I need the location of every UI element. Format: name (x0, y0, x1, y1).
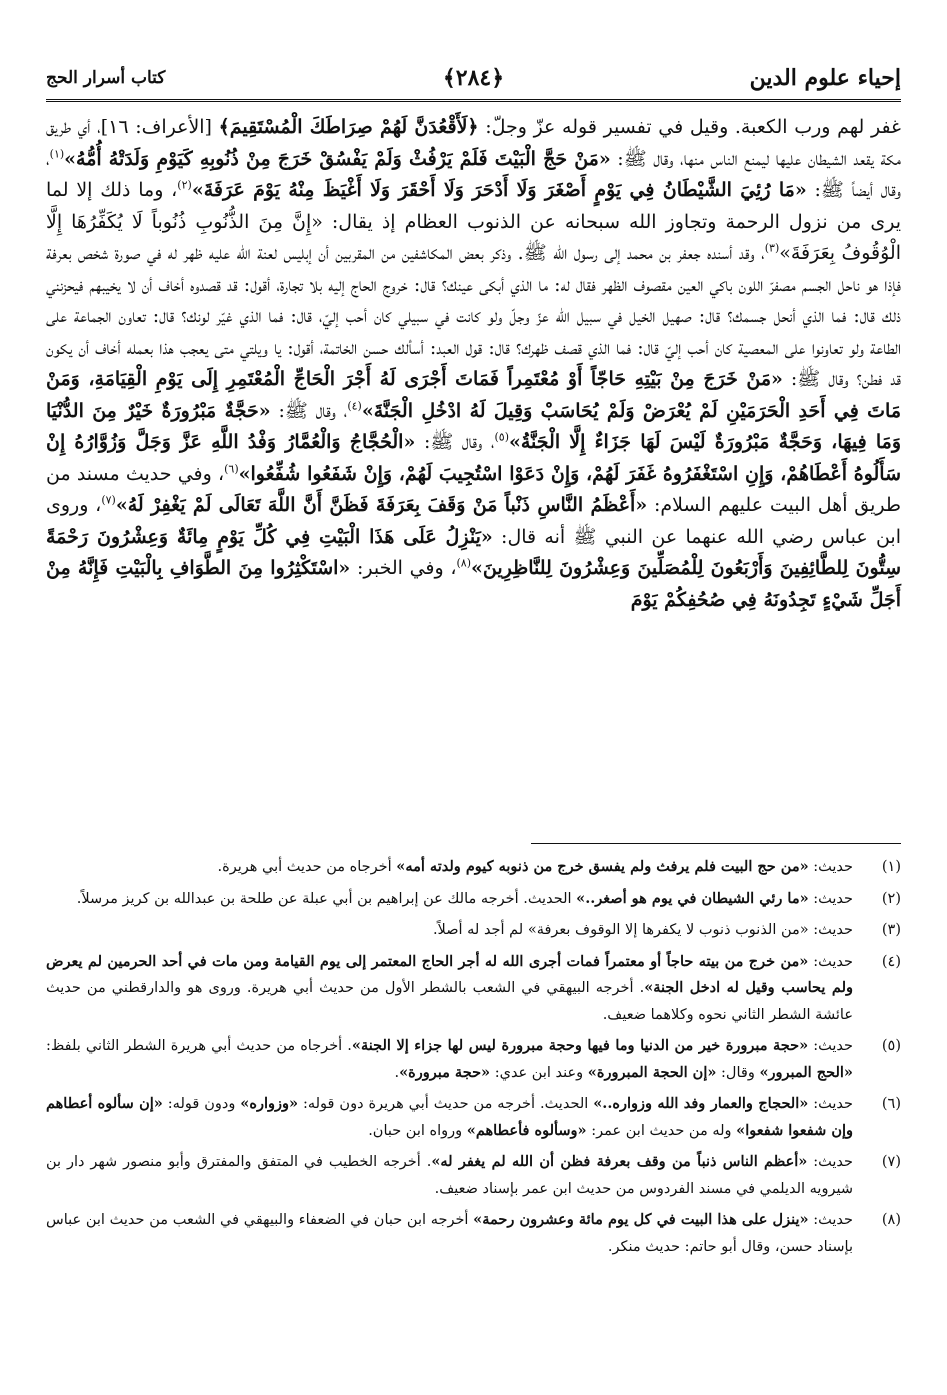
footnote-text (46, 949, 853, 1029)
body-text-segment: ، وفي الخبر: (350, 557, 457, 579)
footnote-text (46, 917, 853, 944)
footnote-text (46, 1149, 853, 1202)
footnote-ref: (١) (49, 147, 65, 161)
footnote-quote: «من خرج من بيته حاجاً أو معتمراً فمات أجرى الله له أجر الحاج المعتمر إلى يوم القيامة ومن مات في أحد الحرمين لم يعرض ولم يحاسب وقيل له ادخل الجنة» (46, 952, 853, 996)
body-text-segment: ، وقد أسنده جعفر بن محمد إلى رسول الله ﷺ. وذكر بعض المكاشفين من المقربين أن إبليس لعنة الله عليه ظهر له في صورة شخص بعرفة فإذا هو ناحل الجسم مصفرّ اللون باكي العين مقصوف الظهر فقال له: ما الذي أبكى عينك؟ قال: خروج الحاج إليه بلا تجارة، أقول: قد قصدوه أخاف أن لا يخيبهم فيحزنني ذلك قال: فما الذي أنحل جسمك؟ قال: صهيل الخيل في سبيل الله عزّ وجلّ ولو كانت في سبيلي كان أحب إليّ، قال: فما الذي غيّر لونك؟ قال: تعاون الجماعة على الطاعة ولو تعاونوا على المعصية كان أحب إليّ قال: فما الذي قصف ظهرك؟ قال: قول العبد: أسألك حسن الخاتمة، أقول: يا ويلتي متى يعجب هذا بعمله أخاف أن يكون قد فطن؟ وقال ﷺ: (46, 242, 901, 390)
footnote-item (46, 854, 901, 881)
footnote-number: (٣) (881, 922, 901, 938)
footnote-item (46, 1091, 901, 1144)
body-text-segment: [الأعراف: ١٦]، أي طريق مكة يقعد الشيطان عليها ليمنع الناس منها، وقال ﷺ: (46, 116, 902, 170)
footnote-ref: (٢) (177, 178, 192, 192)
footnote-text (46, 854, 853, 881)
footnote-quote: «إن سألوه أعطاهم وإن شفعوا شفعوا» (46, 1095, 853, 1139)
page-number: ﴿٢٨٤﴾ (442, 65, 505, 91)
footnote-number: (٦) (881, 1096, 901, 1112)
body-text-segment: ، وقال ﷺ: (270, 399, 348, 422)
footnote-segment: حديث: (808, 1038, 854, 1054)
footnote-item (46, 949, 901, 1029)
footnote-number: (٥) (881, 1038, 901, 1054)
hadith-quote: «يَنْزِلُ عَلَى هَذَا الْبَيْتِ فِي كُلِّ يَوْمٍ مِائَةٌ وَعِشْرُونَ رَحْمَةً سِتُّونَ لِلطَّائِفِينَ وَأَرْبَعُونَ لِلْمُصَلِّينَ وَعِشْرُونَ لِلنَّاظِرِينَ» (46, 525, 901, 579)
footnote-ref: (٤) (347, 399, 362, 413)
hadith-quote: ﴿لَأَقْعُدَنَّ لَهُمْ صِرَاطَكَ الْمُسْتَقِيمَ﴾ (218, 116, 479, 138)
footnote-segment: حديث: (807, 1154, 853, 1170)
footnote-text (46, 1091, 853, 1144)
footnote-number: (٨) (881, 1212, 901, 1228)
chapter-title: كتاب أسرار الحج (46, 68, 166, 88)
footnote-number: (٤) (881, 953, 901, 970)
hadith-quote: «اسْتَكْثِرُوا مِنَ الطَّوَافِ بِالْبَيْتِ فَإِنَّهُ مِنْ أَجَلِّ شَيْءٍ تَجِدُونَهُ فِي صُحُفِكُمْ يَوْمَ (46, 557, 901, 611)
header-divider (46, 99, 901, 102)
footnote-text (46, 886, 853, 913)
footnote-quote: «وسألوه فأعطاهم» (466, 1121, 587, 1139)
footnote-segment: . أخرجه البيهقي في الشعب بالشطر الأول من حديث أبي هريرة. وروى هو والدارقطني من حديث عائشة الشطر الثاني نحوه وكلاهما ضعيف. (46, 980, 853, 1023)
footnote-segment: حديث: (808, 953, 853, 970)
footnote-quote: «ما رئي الشيطان في يوم هو أصغر..» (576, 889, 809, 907)
footnote-ref: (٨) (456, 556, 471, 570)
footnote-segment: . (394, 1064, 400, 1081)
page-header (46, 58, 901, 98)
footnote-ref: (٣) (764, 241, 780, 255)
footnote-item (46, 886, 901, 913)
body-text-segment: ، وفي حديث مسند من طريق أهل البيت عليهم السلام: (46, 462, 901, 516)
footnote-quote: «من حج البيت فلم يرفث ولم يفسق خرج من ذنوبه كيوم ولدته أمه» (396, 858, 809, 875)
footnote-segment: حديث: «من الذنوب ذنوب لا يكفرها إلا الوقوف بعرفة» لم أجد له أصلاً. (432, 922, 853, 938)
footnote-quote: «وزواره» (240, 1095, 299, 1112)
hadith-quote: «الْحُجَّاجُ وَالْعُمَّارُ وَفْدُ اللَّهِ عَزَّ وَجَلَّ وَزُوَّارُهُ إِنْ سَأَلُوهُ أَعْطَاهُمْ، وَإِنِ اسْتَغْفَرُوهُ غَفَرَ لَهُمْ، وَإِنْ دَعَوْا اسْتُجِيبَ لَهُمْ، وَإِنْ شَفَعُوا شُفِّعُوا» (46, 431, 902, 485)
footnote-ref: (٦) (224, 462, 239, 476)
footnote-item (46, 917, 901, 944)
footnote-segment: . أخرجه الخطيب في المتفق والمفترق وأبو منصور شهر دار بن شيرويه الديلمي في مسند الفردوس من حديث ابن عمر بإسناد ضعيف. (46, 1154, 853, 1197)
footnote-segment: أخرجاه من حديث أبي هريرة. (217, 859, 397, 875)
main-text (46, 112, 901, 616)
footnote-segment: حديث: (808, 859, 853, 875)
body-text-segment: ، وقال ﷺ: (415, 431, 495, 453)
hadith-quote: «مَا رُئِيَ الشَّيْطَانُ فِي يَوْمٍ أَصْغَرَ وَلَا أَدْحَرَ وَلَا أَحْقَرَ وَلَا أَغْيَظَ مِنْهُ يَوْمَ عَرَفَةَ» (191, 179, 807, 201)
footnote-quote: «إن الحجة المبرورة» (587, 1063, 717, 1081)
footnote-number: (١) (881, 859, 901, 875)
footnote-segment: حديث: (808, 1212, 854, 1228)
footnote-divider (531, 843, 901, 844)
footnote-quote: «حجة مبرورة» (399, 1063, 491, 1081)
footnote-segment: وعند ابن عدي: (490, 1064, 588, 1081)
body-text-segment: ، وقال أيضاً ﷺ: (46, 147, 901, 201)
footnote-segment: أخرجه ابن حبان في الضعفاء والبيهقي في الشعب من حديث ابن عباس بإسناد حسن، وقال أبو حاتم: حديث منكر. (46, 1212, 853, 1255)
hadith-quote: «أَعْظَمُ النَّاسِ ذَنْباً مَنْ وَقَفَ بِعَرَفَةَ فَظَنَّ أَنَّ اللَّهَ تَعَالَى لَمْ يَغْفِرْ لَهُ» (115, 494, 648, 516)
footnote-segment: الحديث. أخرجه من حديث أبي هريرة دون قوله: (298, 1096, 594, 1112)
hadith-quote: «حَجَّةٌ مَبْرُورَةٌ خَيْرٌ مِنَ الدُّنْيَا وَمَا فِيهَا، وَحَجَّةٌ مَبْرُورَةٌ لَيْسَ لَهَا جَزَاءٌ إِلَّا الْجَنَّةُ» (46, 399, 902, 453)
footnote-text (46, 1207, 853, 1260)
footnote-segment: الحديث. أخرجه مالك عن إبراهيم بن أبي عبلة عن طلحة بن عبدالله بن كريز مرسلاً. (76, 890, 577, 907)
footnote-quote: «ينزل على هذا البيت في كل يوم مائة وعشرون رحمة» (473, 1211, 809, 1228)
footnote-text (46, 1033, 853, 1086)
footnote-segment: ورواه ابن حبان. (368, 1122, 467, 1139)
footnote-segment: ودون قوله: (162, 1096, 241, 1112)
body-text-segment: ، وروى ابن عباس رضي الله عنهما عن النبي ﷺ أنه قال: (46, 494, 901, 548)
book-title: إحياء علوم الدين (749, 65, 901, 91)
footnote-segment: وله من حديث ابن عمر: (586, 1122, 737, 1139)
footnote-number: (٢) (881, 890, 901, 907)
footnote-quote: «أعظم الناس ذنباً من وقف بعرفة فظن أن الله لم يغفر له» (431, 1153, 808, 1170)
footnote-quote: «حجة مبرورة خير من الدنيا وما فيها وحجة مبرورة ليس لها جزاء إلا الجنة» (351, 1037, 809, 1054)
footnote-ref: (٥) (494, 430, 509, 444)
footnotes-section (46, 854, 901, 1265)
footnote-item (46, 1033, 901, 1086)
footnote-segment: حديث: (808, 1096, 853, 1112)
footnote-segment: حديث: (808, 890, 853, 907)
footnote-segment: وقال: (716, 1064, 760, 1081)
footnote-item (46, 1207, 901, 1260)
hadith-quote: «مَنْ حَجَّ الْبَيْتَ فَلَمْ يَرْفُثْ وَلَمْ يَفْسُقْ خَرَجَ مِنْ ذُنُوبِهِ كَيَوْمِ وَلَدَتْهُ أُمُّهُ» (64, 147, 611, 170)
footnote-number: (٧) (881, 1154, 901, 1170)
footnote-quote: «الحجاج والعمار وفد الله وزواره..» (593, 1095, 809, 1112)
footnote-ref: (٧) (101, 493, 116, 507)
footnote-quote: «الحج المبرور» (759, 1063, 853, 1081)
footnote-item (46, 1149, 901, 1202)
hadith-quote: «مَنْ خَرَجَ مِنْ بَيْتِهِ حَاجّاً أَوْ مُعْتَمِراً فَمَاتَ أَجْرَى لَهُ أَجْرَ الْحَاجِّ الْمُعْتَمِرِ إِلَى يَوْمِ الْقِيَامَةِ، وَمَنْ مَاتَ فِي أَحَدِ الْحَرَمَيْنِ لَمْ يُعْرَضْ وَلَمْ يُحَاسَبْ وَقِيلَ لَهُ ادْخُلِ الْجَنَّةَ» (46, 368, 902, 422)
footnote-segment: . أخرجاه من حديث أبي هريرة الشطر الثاني بلفظ: (46, 1038, 352, 1054)
body-text-segment: ، وما ذلك إلا لما يرى من نزول الرحمة وتجاوز الله سبحانه عن الذنوب العظام إذ يقال: «إِنَّ مِنَ الذُّنُوبِ ذُنُوباً لَا يُكَفِّرُهَا إِلَّا الْوُقُوفُ بِعَرَفَةَ» (46, 179, 901, 264)
body-text-segment: غفر لهم ورب الكعبة. وقيل في تفسير قوله عزّ وجلّ: (478, 116, 901, 138)
